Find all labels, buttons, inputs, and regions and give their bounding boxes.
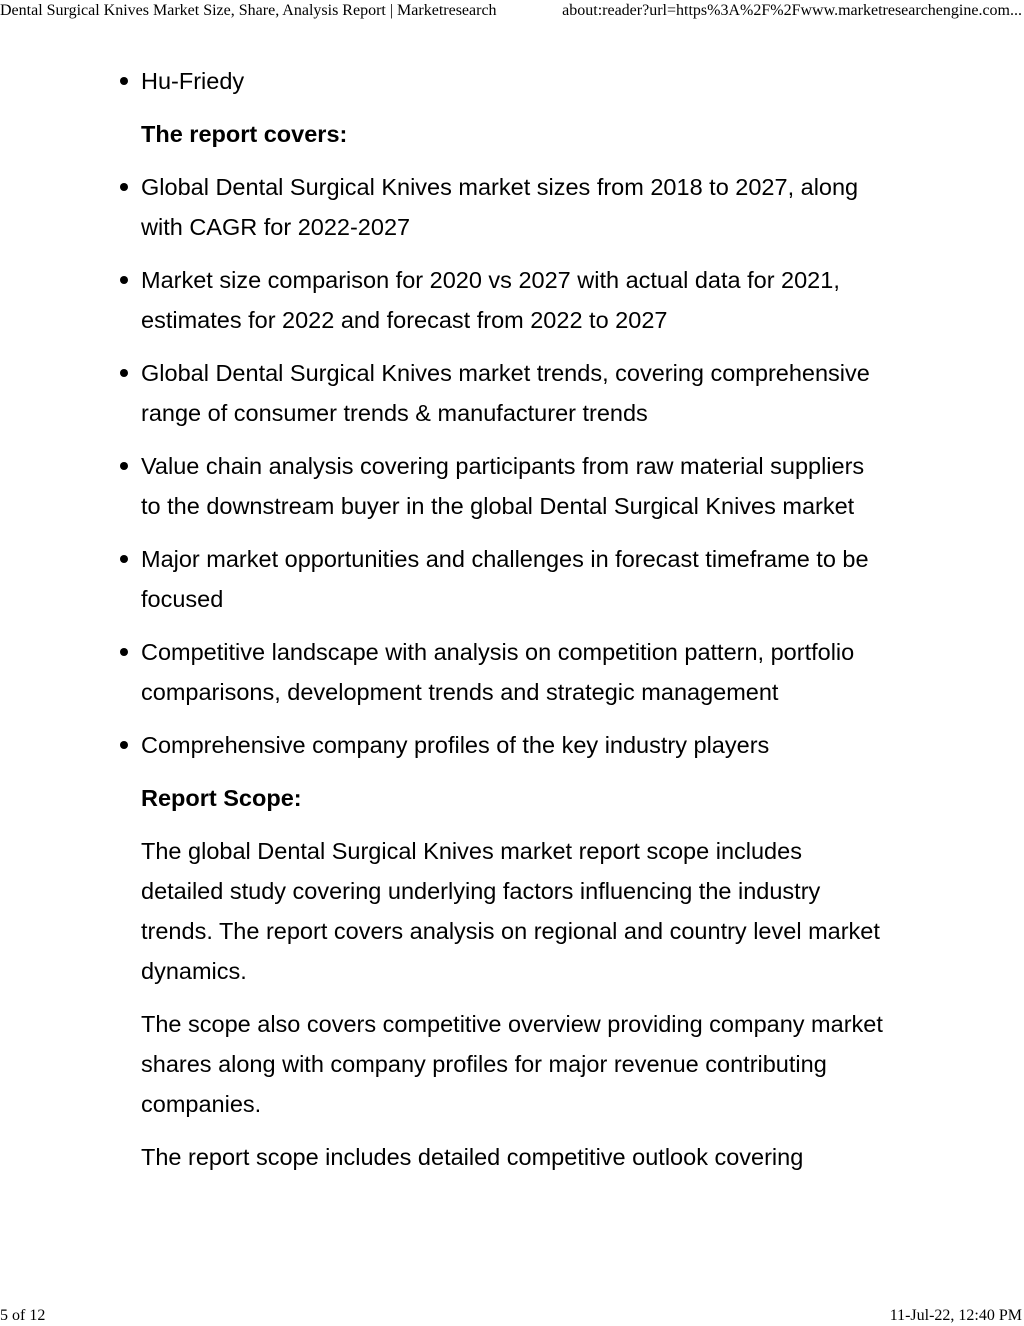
page-title: Dental Surgical Knives Market Size, Share, Analysis Report | Marketresearch [0,2,497,19]
reader-content [141,61,886,1190]
list-item: Global Dental Surgical Knives market sizes from 2018 to 2027, along with CAGR for 2022-2027 [141,167,886,247]
scope-paragraph: The global Dental Surgical Knives market report scope includes detailed study covering underlying factors influencing the industry trends. The report covers analysis on regional and country level market dynamics. [141,838,880,984]
list-item: Market size comparison for 2020 vs 2027 with actual data for 2021, estimates for 2022 and forecast from 2022 to 2027 [141,260,886,340]
list-item: Major market opportunities and challenges in forecast timeframe to be focused [141,539,886,619]
list-item: Competitive landscape with analysis on competition pattern, portfolio comparisons, development trends and strategic management [141,632,886,712]
list-item: Comprehensive company profiles of the key industry players [141,725,886,765]
print-datetime: 11-Jul-22, 12:40 PM [889,1307,1022,1324]
company-list [141,61,886,101]
list-item: Value chain analysis covering participants from raw material suppliers to the downstream buyer in the global Dental Surgical Knives market [141,446,886,526]
list-item: Global Dental Surgical Knives market trends, covering comprehensive range of consumer trends & manufacturer trends [141,353,886,433]
page-url: about:reader?url=https%3A%2F%2Fwww.marketresearchengine.com... [562,2,1022,19]
report-covers-list [141,167,886,765]
page-number: 5 of 12 [0,1307,46,1324]
report-scope-heading: Report Scope: [141,785,302,811]
report-covers-heading: The report covers: [141,121,348,147]
scope-paragraph: The report scope includes detailed competitive outlook covering [141,1144,804,1170]
list-item: Hu-Friedy [141,61,886,101]
scope-paragraph: The scope also covers competitive overview providing company market shares along with company profiles for major revenue contributing companies. [141,1011,883,1117]
